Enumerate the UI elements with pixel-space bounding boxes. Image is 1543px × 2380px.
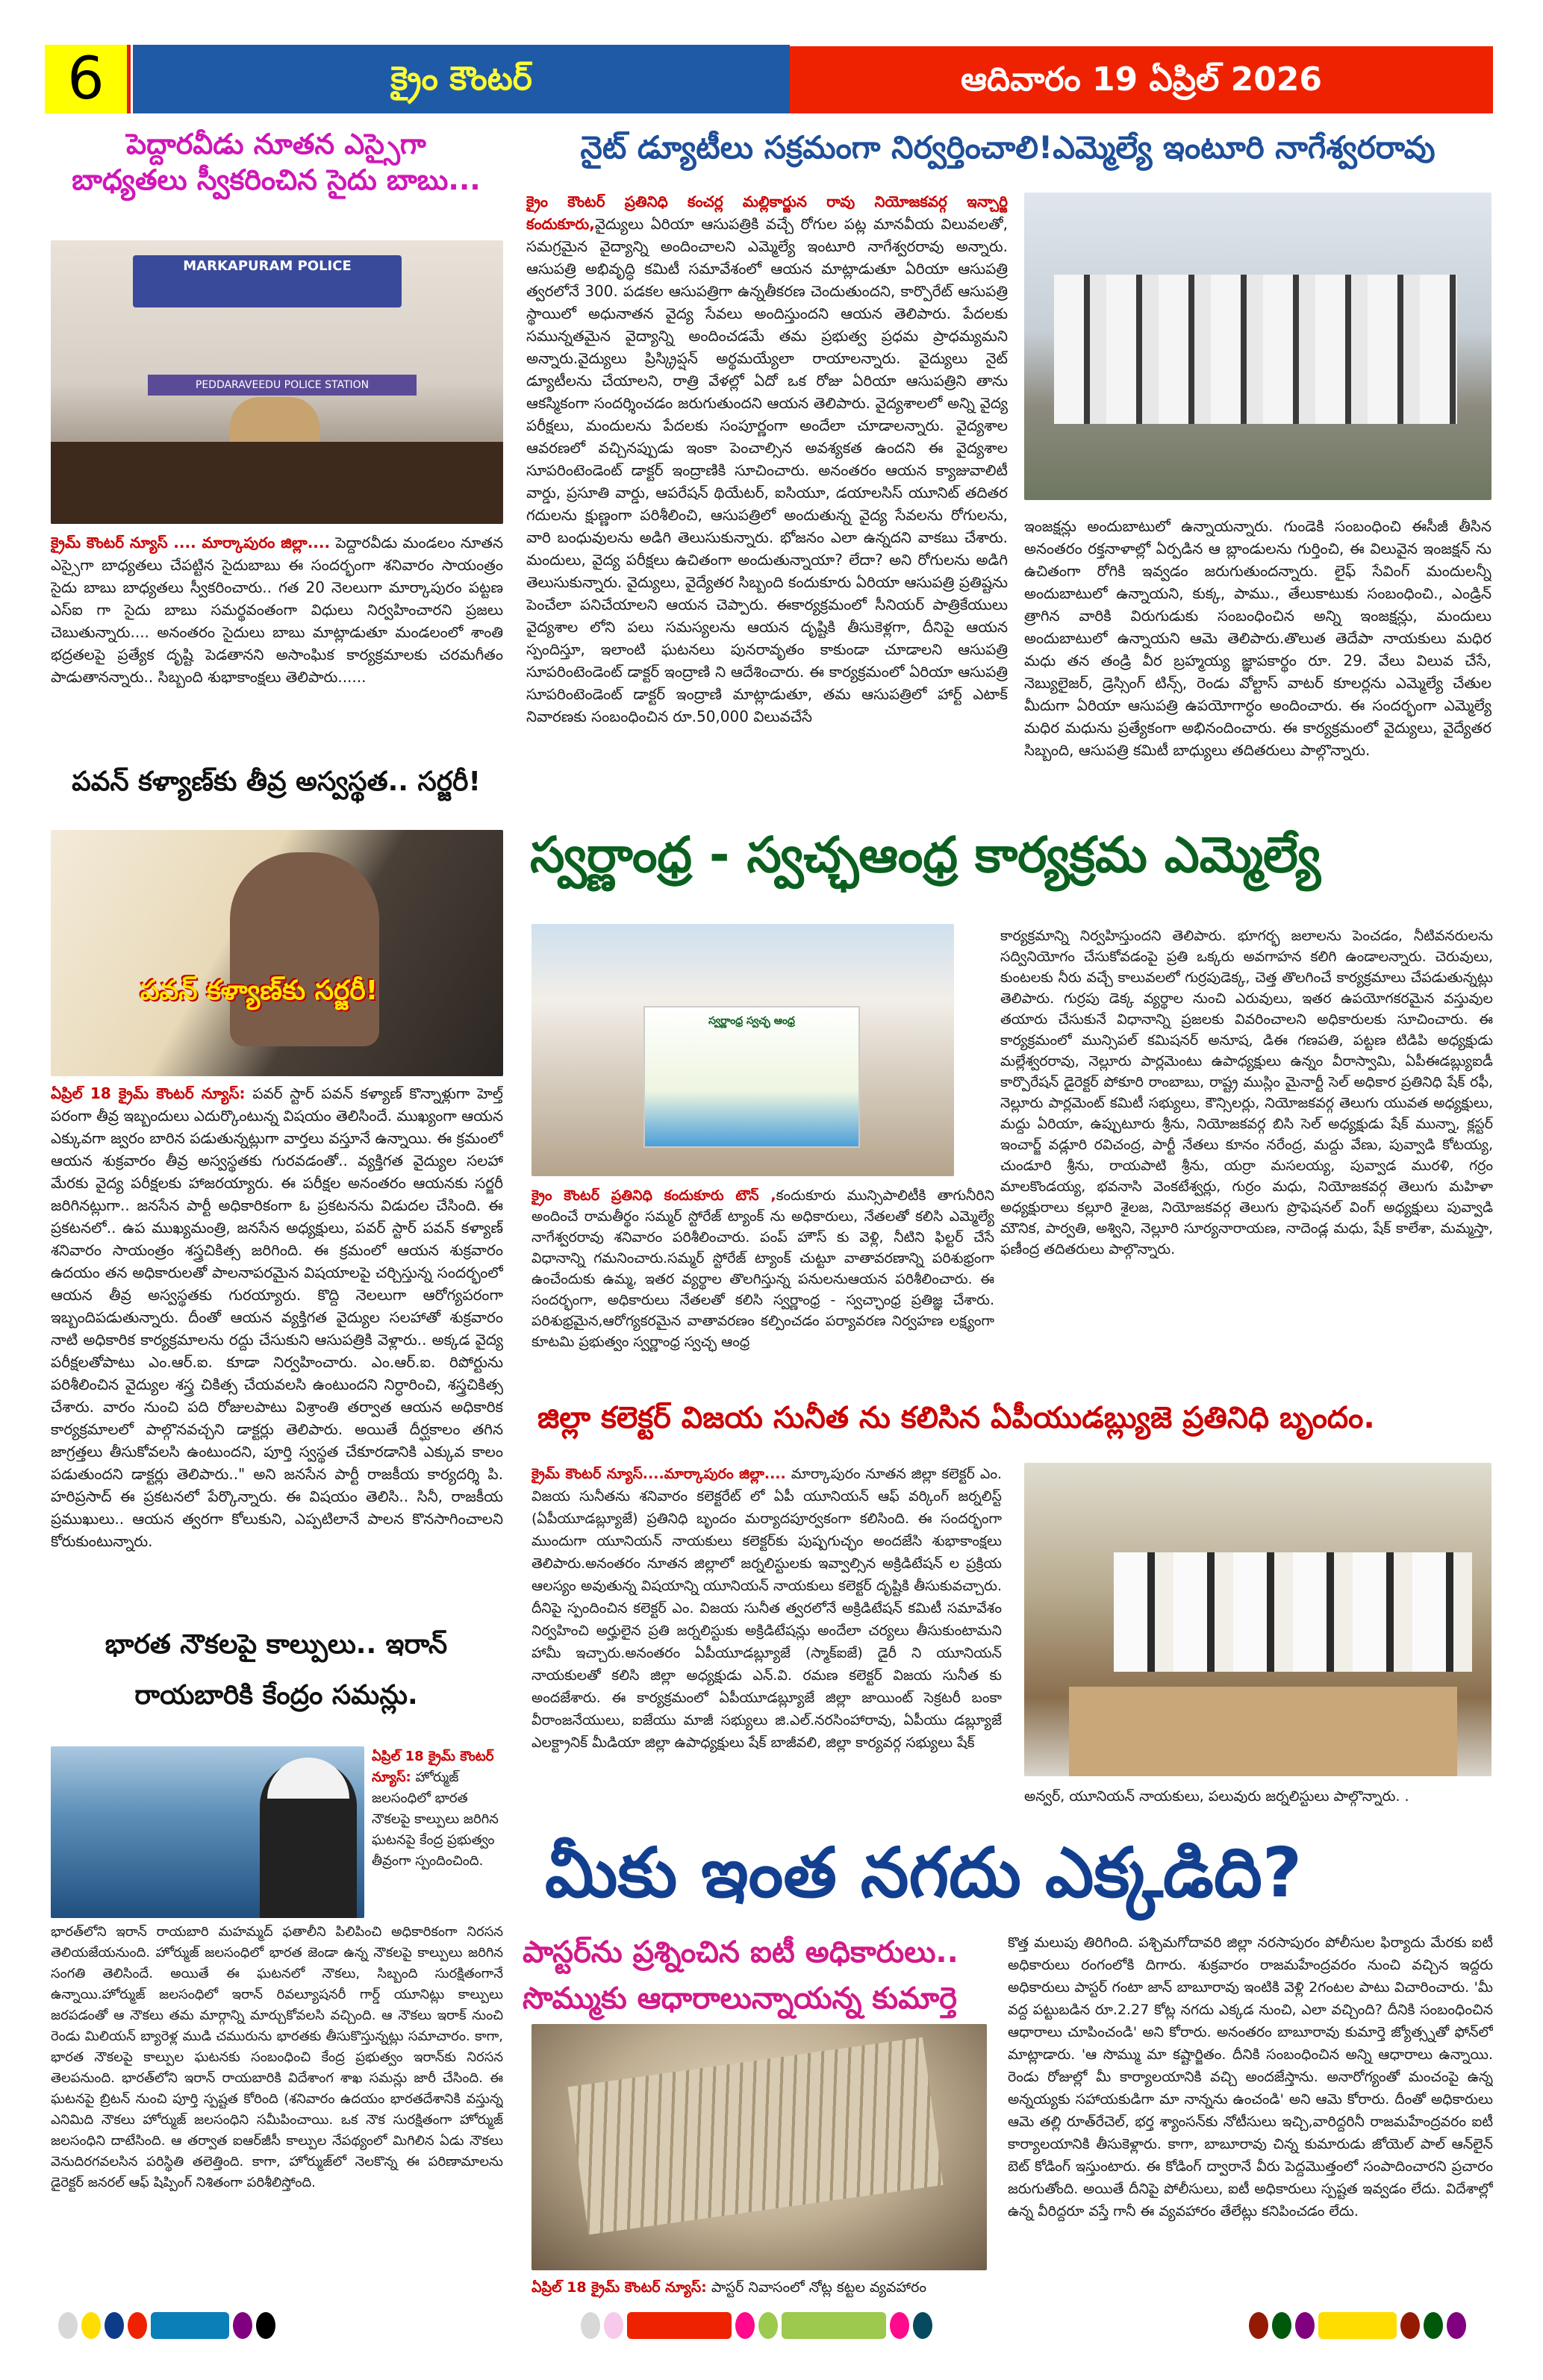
police-sign: [133, 255, 402, 307]
caption-text: పాస్టర్ నివాసంలో నోట్ల కట్టల వ్యవహారం: [711, 2279, 927, 2296]
people-group: [1114, 1552, 1472, 1672]
article-text: మార్కాపురం నూతన జిల్లా కలెక్టర్ ఎం. విజయ సునీతను శనివారం కలెక్టరేట్ లో ఏపీ యూనియన్ ఆఫ్ వర్కింగ్ జర్నలిస్ట్ (ఏపీయూడబ్ల్యూజే) ప్రతినిధి బృందం మర్యాదపూర్వకంగా కలిసింది. ఈ సందర్భంగా ముందుగా యూనియన్ నాయకులు కలెక్టర్‌కు పుష్పగుచ్ఛం అందజేసి శుభాకాంక్షలు తెలిపారు.అనంతరం నూతన జిల్లాలో జర్నలిస్టులకు ఇవ్వాల్సిన అక్రిడిటేషన్ ల ప్రక్రియ ఆలస్యం అవుతున్న విషయాన్ని యూనియన్ నాయకులు కలెక్టర్ దృష్టికి తీసుకువచ్చారు. దీనిపై స్పందించిన కలెక్టర్ ఎం. విజయ సునీత త్వరలోనే అక్రిడిటేషన్ కమిటీ సమావేశం నిర్వహించి అర్హులైన ప్రతి జర్నలిస్టుకు అక్రిడిటేషన్లు అందేలా చర్యలు తీసుకుంటామని హామీ ఇచ్చారు.అనంతరం ఏపీయూడబ్ల్యూజే (స్మాక్‌ఐజే) డైరీ ని యూనియన్ నాయకులతో కలిసి జిల్లా అధ్యక్షుడు ఎన్.వి. రమణ కలెక్టర్ విజయ సునీత కు అందజేశారు. ఈ కార్యక్రమంలో ఏపీయూడబ్ల్యూజే జిల్లా జాయింట్ సెక్రటరీ బంకా వీరాంజనేయులు, ఐజేయు మాజీ సభ్యులు జి.ఎల్.నరసింహారావు, ఏపీయు డబ్ల్యూజే ఎలక్ట్రానిక్ మీడియా జిల్లా ఉపాధ్యక్షులు షేక్ బాజీవలి, జిల్లా కార్యవర్గ సభ్యులు షేక్: [532, 1466, 1002, 1751]
pastor-subheadline: [523, 1929, 993, 2022]
collector-body-cont: అన్వర్, యూనియన్ నాయకులు, పలువురు జర్నలిస్టులు పాల్గొన్నారు. .: [1024, 1788, 1409, 1805]
color-dot: [1295, 2312, 1315, 2339]
people-group: [1054, 275, 1457, 424]
dateline: క్రైం కౌంటర్ ప్రతినిధి కందుకూరు టౌన్ ,: [532, 1187, 776, 1204]
color-dot: [913, 2312, 932, 2339]
color-dot: [128, 2312, 147, 2339]
color-dot: [81, 2312, 101, 2339]
helmet: [267, 1758, 349, 1799]
dateline: క్రైమ్ కౌంటర్ న్యూస్....మార్కాపురం జిల్లా....: [532, 1466, 786, 1482]
swarnandhra-headline: స్వర్ణాంధ్ర - స్వచ్ఛఆంధ్ర కార్యక్రమ ఎమ్మెల్యే: [530, 826, 1321, 884]
pastor-body: కొత్త మలుపు తిరిగింది. పశ్చిమగోదావరి జిల్లా నరసాపురం పోలీసుల ఫిర్యాదు మేరకు ఐటీ అధికారులు రంగంలోకి దిగారు. శుక్రవారం రాజమహేంద్రవరం నుంచి వచ్చిన ఇద్దరు అధికారులు పాస్టర్ గంటా జాన్ బాబూరావు ఇంటికి వెళ్లి 2గంటల పాటు విచారించారు. 'మీ వద్ద పట్టుబడిన రూ.2.27 కోట్ల నగదు ఎక్కడ నుంచి, ఎలా వచ్చింది? దీనికి సంబంధించిన ఆధారాలు చూపించండి' అని కోరారు. అనంతరం బాబూరావు కుమార్తె జ్యోత్స్నతో ఫోన్‌లో మాట్లాడారు. 'ఆ సొమ్ము మా కష్టార్జితం. దీనికి సంబంధించిన అన్ని ఆధారాలు ఉన్నాయి. రెండు రోజుల్లో మీ కార్యాలయానికి వచ్చి అందజేస్తాను. అనారోగ్యంతో మంచంపై ఉన్న అన్నయ్యకు సహాయకుడిగా మా నాన్నను ఉంచండి' అని ఆమె కోరారు. దీంతో అధికారులు ఆమె తల్లి రూత్‌రేచెల్, భర్త శ్యాంసన్‌కు నోటీసులు ఇచ్చి,వారిద్దరినీ రాజమహేంద్రవరం ఐటీ కార్యాలయానికి తీసుకెళ్లారు. కాగా, బాబూరావు చిన్న కుమారుడు జోయెల్ పాల్ ఆన్‌లైన్ బెట్ కోడింగ్ ఇస్తుంటారు. ఈ కోడింగ్ ద్వారానే వీరు పెద్దమొత్తంలో సంపాదించారని ప్రచారం జరుగుతోంది. అయితే దీనిపై పోలీసులు, ఐటీ అధికారులు స్పష్టత ఇవ్వడం లేదు. విదేశాల్లో ఉన్న వీరిద్దరూ వస్తే గానీ ఈ వ్యవహారం తేలేట్లు కనిపించడం లేదు.: [1008, 1934, 1493, 2220]
dateline: ఏప్రిల్ 18 క్రైమ్ కౌంటర్ న్యూస్:: [532, 2279, 707, 2296]
police-station-photo: [51, 240, 503, 524]
footer-colors-middle: [581, 2312, 932, 2339]
hospital-visit-photo: [1024, 193, 1491, 500]
hospital-headline: నైట్ డ్యూటీలు సక్రమంగా నిర్వర్తించాలి!ఎమ్మెల్యే ఇంటూరి నాగేశ్వరరావు: [580, 129, 1436, 166]
color-dot: [105, 2312, 124, 2339]
color-dot: [735, 2312, 755, 2339]
pawan-kalyan-photo: [51, 830, 503, 1076]
issue-date: ఆదివారం 19 ఏప్రిల్ 2026: [790, 46, 1493, 113]
currency-bundle: [567, 2037, 943, 2235]
cash-notes-photo: [532, 2024, 987, 2270]
iran-headline: [45, 1620, 508, 1722]
dateline: ఏప్రిల్ 18 క్రైమ్ కౌంటర్ న్యూస్:: [51, 1084, 246, 1102]
hospital-body-cont: ఇంజక్షన్లు అందుబాటులో ఉన్నాయన్నారు. గుండెకి సంబంధించి ఈసీజీ తీసిన అనంతరం రక్తనాళాల్లో ఏర్పడిన ఆ బ్లాండులను గుర్తించి, ఈ విలువైన ఇంజక్షన్ ను ఉచితంగా రోగికి ఇవ్వడం జరుగుతుందన్నారు. లైఫ్ సేవింగ్ మందులన్నీ అందుబాటులో ఉన్నాయని, కుక్క, పాము., తేలుకాటుకు సంబంధించి., ఎండ్రిన్ త్రాగిన వారికి విరుగుడుకు సంబంధించిన అన్ని ఇంజక్షన్లు, మందులు అందుబాటులో ఉన్నాయని ఆమె తెలిపారు.తొలుత తెదేపా నాయకులు మధిర మధు తన తండ్రి వీర బ్రహ్మయ్య జ్ఞాపకార్థం రూ. 29. వేలు విలువ చేసే, నెబ్యులైజర్, డ్రెస్సింగ్ టిన్స్, రెండు వోల్టాస్ వాటర్ కూలర్లను ఎమ్మెల్యే చేతుల మీదుగా ఏరియా ఆసుపత్రి ఉపయోగార్ధం అందించారు. ఈ సందర్భంగా ఎమ్మెల్యే మధిర మధును ప్రత్యేకంగా అభినందించారు. ఈ కార్యక్రమంలో వైద్యులు, వైద్యేతర సిబ్బంది, ఆసుపత్రి కమిటీ బాధ్యులు తదితరులు పాల్గొన్నారు.: [1024, 517, 1491, 759]
iran-headline-line2: రాయబారికి కేంద్రం సమన్లు.: [134, 1680, 418, 1711]
color-dot: [1249, 2312, 1268, 2339]
si-headline: [45, 127, 508, 198]
color-bar: [151, 2312, 229, 2339]
desk: [51, 442, 503, 524]
article-text: పెద్దారవీడు మండలం నూతన ఎస్సైగా బాధ్యతలు చేపట్టిన సైదుబాబు ఈ సందర్భంగా శనివారం సాయంత్రం సైదు బాబు బాధ్యతలు స్వీకరించారు.. గత 20 నెలలుగా మార్కాపురం పట్టణ ఎస్ఐ గా సైదు బాబు సమర్థవంతంగా విధులు నిర్వహించారని ప్రజలు చెబుతున్నారు.... అనంతరం సైదులు బాబు మాట్లాడుతూ మండలంలో శాంతి భద్రతలపై ప్రత్యేక దృష్టి పెడతానని అసాంఘిక కార్యక్రమాలకు చరమగీతం పాడుతానన్నారు.. సిబ్బంది శుభాకాంక్షలు తెలిపారు......: [51, 534, 503, 686]
table: [1069, 1687, 1457, 1776]
banner: స్వర్ణాంధ్ర స్వచ్ఛ ఆంధ్ర: [643, 1006, 860, 1148]
collector-meeting-photo: [1024, 1463, 1491, 1776]
collector-headline: జిల్లా కలెక్టర్ విజయ సునీత ను కలిసిన ఏపీయుడబ్ల్యుజె ప్రతినిధి బృందం.: [537, 1401, 1375, 1435]
article-text: హోర్ముజ్ జలసంధిలో భారత నౌకలపై కాల్పులు జరిగిన ఘటనపై కేంద్ర ప్రభుత్వం తీవ్రంగా స్పందించింది.: [372, 1770, 499, 1869]
color-dot: [58, 2312, 78, 2339]
iran-body: భారత్‌లోని ఇరాన్ రాయబారి మహమ్మద్ ఫతాలీని పిలిపించి అధికారికంగా నిరసన తెలియజేయనుంది. హోర్ముజ్ జలసంధిలో భారత జెండా ఉన్న నౌకలపై కాల్పులు జరిగిన సంగతి తెలిసిందే. అయితే ఈ ఘటనలో నౌకలు, సిబ్బంది సురక్షితంగానే ఉన్నాయి.హోర్ముజ్ జలసంధిలో ఇరాన్ రివల్యూషనరీ గార్డ్ యూనిట్లు కాల్పులు జరపడంతో ఆ నౌకలు తమ మార్గాన్ని మార్చుకోవలసి వచ్చింది. ఆ నౌకలు ఇరాక్ నుంచి రెండు మిలియన్ బ్యారెళ్ల ముడి చమురును భారతకు తీసుకొస్తున్నట్లు సమాచారం. కాగా, భారత నౌకలపై కాల్పుల ఘటనకు సంబంధించి కేంద్ర ప్రభుత్వం ఇరాన్‌కు నిరసన తెలపనుంది. భారత్‌లోని ఇరాన్ రాయబారికి విదేశాంగ శాఖ సమన్లు జారీ చేసింది. ఈ ఘటనపై బ్రిటన్ నుంచి పూర్తి స్పష్టత కోరింది (శనివారం ఉదయం భారతదేశానికి వస్తున్న ఎనిమిది నౌకలు హోర్ముజ్ జలసంధిని సమీపించాయి. ఒక నౌక సురక్షితంగా హోర్ముజ్ జలసంధిని దాటేసింది. ఆ తర్వాత ఐఆర్‌జీసీ కాల్పుల నేపథ్యంలో మిగిలిన ఏడు నౌకలు వెనుదిరగవలసిన పరిస్థితి తలెత్తింది. కాగా, హోర్ముజ్‌లో నెలకొన్న ఈ పరిణామాలను డైరెక్టర్ జనరల్ ఆఫ్ షిప్పింగ్ నిశితంగా పరిశీలిస్తోంది.: [51, 1924, 503, 2190]
hospital-body: [526, 190, 1008, 810]
pastor-caption: [532, 2276, 1002, 2300]
iran-side-text: [372, 1746, 506, 1918]
article-text: కందుకూరు మున్సిపాలిటీకి తాగునీరిని అందించే రామతీర్థం సమ్మర్ స్టోరేజ్ ట్యాంక్ ను అధికారులు, నేతలతో కలిసి ఎమ్మెల్యే నాగేశ్వరరావు శనివారం పరిశీలించారు. పంప్ హౌస్ కు వెళ్లి, నీటిని ఫిల్టర్ చేసే విధానాన్ని గమనించారు.సమ్మర్ స్టోరేజ్ ట్యాంక్ చుట్టూ వాతావరణాన్ని పరిశుభ్రంగా ఉంచేందుకు ఉమ్మ, ఇతర వ్యర్థాల తొలగిస్తున్న పనులనుఆయన పరిశీలించారు. ఈ సందర్భంగా, అధికారులు నేతలతో కలిసి స్వర్ణాంధ్ర - స్వచ్ఛాంధ్ర ప్రతిజ్ఞ చేశారు. పరిశుభ్రమైన,ఆరోగ్యకరమైన వాతావరణం కల్పించడం పర్యావరణ నిర్వహణ లక్ష్యంగా కూటమి ప్రభుత్వం స్వర్ణాంధ్ర స్వచ్ఛ ఆంధ్ర: [532, 1187, 994, 1350]
photo-overlay-text: పవన్ కళ్యాణ్‌కు సర్జరీ!: [140, 975, 378, 1006]
dateline: క్రైం కౌంటర్ ప్రతినిధి కంచర్ల మల్లికార్జున రావు నియోజకవర్గ ఇన్చార్జి కందుకూరు,: [526, 193, 1008, 233]
color-bar: [782, 2312, 886, 2339]
section-title: క్రైం కౌంటర్: [133, 45, 790, 113]
article-text: పవర్ స్టార్ పవన్ కళ్యాణ్ కొన్నాళ్లుగా హెల్త్ పరంగా తీవ్ర ఇబ్బందులు ఎదుర్కొంటున్న విషయం తెలిసిందే. ముఖ్యంగా ఆయన ఎక్కువగా జ్వరం బారిన పడుతున్నట్లుగా వార్తలు వస్తూనే ఉన్నాయి. ఈ క్రమంలో ఆయన శుక్రవారం తీవ్ర అస్వస్థతకు గురవడంతో.. వ్యక్తిగత వైద్యుల సలహా మేరకు వైద్య పరీక్షలకు హాజరయ్యారు. ఈ పరీక్షల అనంతరం ఆయనకు సర్జరీ జరిగినట్లుగా.. జనసేన పార్టీ అధికారికంగా ఓ ప్రకటనను విడుదల చేసింది. ఈ ప్రకటనలో.. ఉప ముఖ్యమంత్రి, జనసేన అధ్యక్షులు, పవర్ స్టార్ పవన్ కళ్యాణ్ శనివారం సాయంత్రం శస్త్రచికిత్స జరిగింది. ఈ క్రమంలో ఆయన శుక్రవారం ఉదయం తన అధికారులతో పాలనాపరమైన విషయాలపై చర్చిస్తున్న సందర్భంలో ఆయన తీవ్ర అస్వస్థతకు గురయ్యారు. కొద్ది నెలలుగా ఆరోగ్యపరంగా ఇబ్బందిపడుతున్నారు. దీంతో ఆయన వ్యక్తిగత వైద్యుల సలహాతో శుక్రవారం నాటి అధికారిక కార్యక్రమాలను రద్దు చేసుకుని ఆసుపత్రికి వెళ్లారు.. అక్కడ వైద్య పరీక్షలతోపాటు ఎం.ఆర్.ఐ. కూడా నిర్వహించారు. ఎం.ఆర్.ఐ. రిపోర్టును పరిశీలించిన వైద్యుల శస్త్ర చికిత్స చేయవలసి ఉంటుందని నిర్ధారించి, శస్త్రచికిత్స చేశారు. వారం నుంచి పది రోజులపాటు విశ్రాంతి తర్వాత ఆయన అధికారిక కార్యక్రమాలలో పాల్గొనవచ్చని డాక్టర్లు తెలిపారు. అయితే దీర్ఘకాలం తగిన జాగ్రత్తలు తీసుకోవలసి ఉంటుందని, పూర్తి స్వస్థత చేకూరడానికి ఎక్కువ కాలం పడుతుందని డాక్టర్లు తెలిపారు.." అని జనసేన పార్టీ రాజకీయ కార్యదర్శి పి. హరిప్రసాద్ ఈ ప్రకటనలో పేర్కొన్నారు. ఈ విషయం తెలిసి.. సినీ, రాజకీయ ప్రముఖులు.. ఆయన త్వరగా కోలుకుని, ఎప్పటిలానే పాలన కొనసాగించాలని కోరుకుంటున్నారు.: [51, 1084, 503, 1550]
station-sign: PEDDARAVEEDU POLICE STATION: [148, 375, 417, 396]
color-bar: [627, 2312, 732, 2339]
si-headline-line1: పెద్దారవీడు నూతన ఎస్సైగా: [126, 128, 426, 160]
color-bar: [1318, 2312, 1397, 2339]
dateline: క్రైమ్ కౌంటర్ న్యూస్ .... మార్కాపురం జిల్లా....: [51, 534, 331, 552]
color-dot: [233, 2312, 252, 2339]
color-dot: [1424, 2312, 1443, 2339]
iran-headline-line1: భారత నౌకలపై కాల్పులు.. ఇరాన్: [105, 1629, 448, 1660]
swarnandhra-photo: [532, 924, 954, 1176]
color-dot: [758, 2312, 778, 2339]
color-dot: [890, 2312, 909, 2339]
si-body: [51, 531, 503, 748]
police-sign-text: MARKAPURAM POLICE: [183, 258, 352, 274]
color-dot: [256, 2312, 275, 2339]
si-headline-line2: బాధ్యతలు స్వీకరించిన సైదు బాబు...: [72, 163, 481, 196]
subheadline-line2: సొమ్ముకు ఆధారాలున్నాయన్న కుమార్తె: [523, 1981, 958, 2016]
footer-colors-right: [1249, 2312, 1466, 2339]
color-dot: [1447, 2312, 1466, 2339]
collector-body: [532, 1463, 1002, 1828]
swarnandhra-body: [532, 1185, 994, 1379]
subheadline-line1: పాస్టర్‌ను ప్రశ్నించిన ఐటీ అధికారులు..: [523, 1935, 958, 1970]
page-number: 6: [45, 45, 131, 113]
color-dot: [604, 2312, 623, 2339]
color-dot: [1272, 2312, 1291, 2339]
swarnandhra-body-cont: కార్యక్రమాన్ని నిర్వహిస్తుందని తెలిపారు. భూగర్భ జలాలను పెంచడం, నీటివనరులను సద్వినియోగం చేసుకోవడంపై ప్రతి ఒక్కరు అవగాహన కలిగి ఉండాలన్నారు. చెరువులు, కుంటలకు నీరు వచ్చే కాలువలలో గుర్రపుడెక్క, చెత్త తొలగించే కార్యక్రమాలు చేపడుతున్నట్లు తెలిపారు. గుర్రపు డెక్క వ్యర్థాల నుంచి ఎరువులు, ఇతర ఉపయోగకరమైన వస్తువుల తయారు చేసుకునే విధానాన్ని ప్రజలకు వివరించాలని అధికారులకు సూచించారు. ఈ కార్యక్రమంలో మున్సిపల్ కమిషనర్ అనూష, డిఈ గణపతి, పట్టణ టిడిపి అధ్యక్షుడు మల్లేశ్వరరావు, నెల్లూరు పార్లమెంటు ఉపాధ్యక్షులు ఉన్నం వీరాస్వామి, ఏపీఈడబ్ల్యుఐడీ కార్పొరేషన్ డైరెక్టర్ పోకూరి రాంబాబు, రాష్ట్ర ముస్లిం మైనార్టీ సెల్ అధికార ప్రతినిధి షేక్ రఫీ, నెల్లూరు పార్లమెంట్ కమిటీ సభ్యులు, కౌన్సిలర్లు, నియోజకవర్గ తెలుగు యువత అధ్యక్షులు, మద్దు ఏరియా, ఉప్పుటూరు శ్రీను, నియోజకవర్గ బిసి సెల్ అధ్యక్షుడు షేక్ మున్నా, క్లస్టర్ ఇంచార్జ్ వడ్లూరి రవిచంద్ర, పార్టీ నేతలు కూనం నరేంద్ర, మద్దు వేణు, పువ్వాడి కోటయ్య, చుండూరి శ్రీను, రాయపాటి శ్రీను, యర్రా మసలయ్య, పువ్వాడ మురళి, గర్రం మాలకొండయ్య, భవనాసి వెంకటేశ్వర్లు, గుర్రం మధు, నియోజకవర్గ తెలుగు మహిళా అధ్యక్షురాలు కల్లూరి శైలజ, నియోజకవర్గ తెలుగు ప్రొఫెషనల్ వింగ్ అధ్యక్షులు పువ్వాడి మౌనిక, పార్వతి, అశ్విని, నెల్లూరి సూర్యనారాయణ, నాదెండ్ల మధు, షేక్ కాలేశా, మమ్మస్తా, ఫణీంద్ర తదితరులు పాల్గొన్నారు.: [1000, 928, 1493, 1258]
color-dot: [581, 2312, 600, 2339]
color-dot: [1400, 2312, 1420, 2339]
pastor-headline: మీకు ఇంత నగదు ఎక్కడిది?: [545, 1833, 1303, 1913]
footer-colors-left: [58, 2312, 275, 2339]
pawan-headline: పవన్ కళ్యాణ్‌కు తీవ్ర అస్వస్థత.. సర్జరీ!: [72, 766, 481, 797]
pawan-body: [51, 1082, 503, 1687]
article-text: వైద్యులు ఏరియా ఆసుపత్రికి వచ్చే రోగుల పట్ల మానవీయ విలువలతో, సమగ్రమైన వైద్యాన్ని అందించాలని ఎమ్మెల్యే ఇంటూరి నాగేశ్వరరావు అన్నారు. ఆసుపత్రి అభివృద్ధి కమిటీ సమావేశంలో ఆయన మాట్లాడుతూ ఏరియా ఆసుపత్రి త్వరలోనే 300. పడకల ఆసుపత్రిగా ఉన్నతీకరణ చెందుతుందని, కార్పొరేట్ ఆసుపత్రి స్థాయిలో అధునాతన వైద్య సేవలు అందిస్తుందని ఆయన తెలిపారు. పేదలకు సమున్నతమైన వైద్యాన్ని అందించడమే తమ ప్రభుత్వ ప్రధమ ప్రాధమ్యమని అన్నారు.వైద్యులు ప్రిస్క్రిప్షన్ అర్థమయ్యేలా రాయాలన్నారు. వైద్యులు నైట్ డ్యూటీలను చేయాలని, రాత్రి వేళల్లో ఏదో ఒక రోజు ఏరియా ఆసుపత్రిని తాను ఆకస్మికంగా సందర్శించడం జరుగుతుందని ఆయన తెలిపారు. వైద్యశాలలో అన్ని వైద్య పరీక్షలు, మందులను పేదలకు సంపూర్ణంగా అందేలా చూడాలన్నారు. వైద్యశాల ఆవరణలో వచ్చినప్పుడు ఇంకా పెంచాల్సిన అవశ్యకత ఉందని ఈ వైద్యశాల సూపరింటెండెంట్ డాక్టర్ ఇంద్రాణికి సూచించారు. అనంతరం ఆయన క్యాజువాలిటీ వార్డు, ప్రసూతి వార్డు, ఆపరేషన్ థియేటర్, ఐసియూ, డయాలసిస్ యూనిట్ తదితర గదులను క్షుణ్ణంగా పరిశీలించి, ఆసుపత్రిలో అందుతున్న వైద్య సేవలను రోగులను, వారి బంధువులను అడిగి తెలుసుకున్నారు. భోజనం ఎలా ఉన్నదని వాకబు చేశారు. మందులు, వైద్య పరీక్షలు ఉచితంగా అందుతున్నాయా? లేదా? అని రోగులను అడిగి తెలుసుకున్నారు. వైద్యులు, వైద్యేతర సిబ్బంది కందుకూరు ఏరియా ఆసుపత్రి ప్రతిష్టను పెంచేలా పనిచేయాలని ఆయన చెప్పారు. ఈకార్యక్రమంలో సీనియర్ పాత్రికేయులు వైద్యశాల లోని పలు సమస్యలను ఆయన దృష్టికి తీసుకెళ్లగా, దీనిపై ఆయన స్పందిస్తూ, ఇలాంటి ఘటనలు పునరావృతం కాకుండా చూడాలని ఆసుపత్రి సూపరింటెండెంట్ డాక్టర్ ఇంద్రాణి ని ఆదేశించారు. ఈ కార్యక్రమంలో ఏరియా ఆసుపత్రి సూపరింటెండెంట్ డాక్టర్ ఇంద్రాణి మాట్లాడుతూ, తమ ఆసుపత్రిలో హార్ట్ ఎటాక్ నివారణకు సంబంధించిన రూ.50,000 విలువచేసే: [526, 215, 1008, 725]
dateline: ఏప్రిల్ 18 క్రైమ్ కౌంటర్ న్యూస్:: [372, 1749, 494, 1785]
ship-photo: [51, 1746, 364, 1918]
person-figure: [230, 852, 379, 1046]
